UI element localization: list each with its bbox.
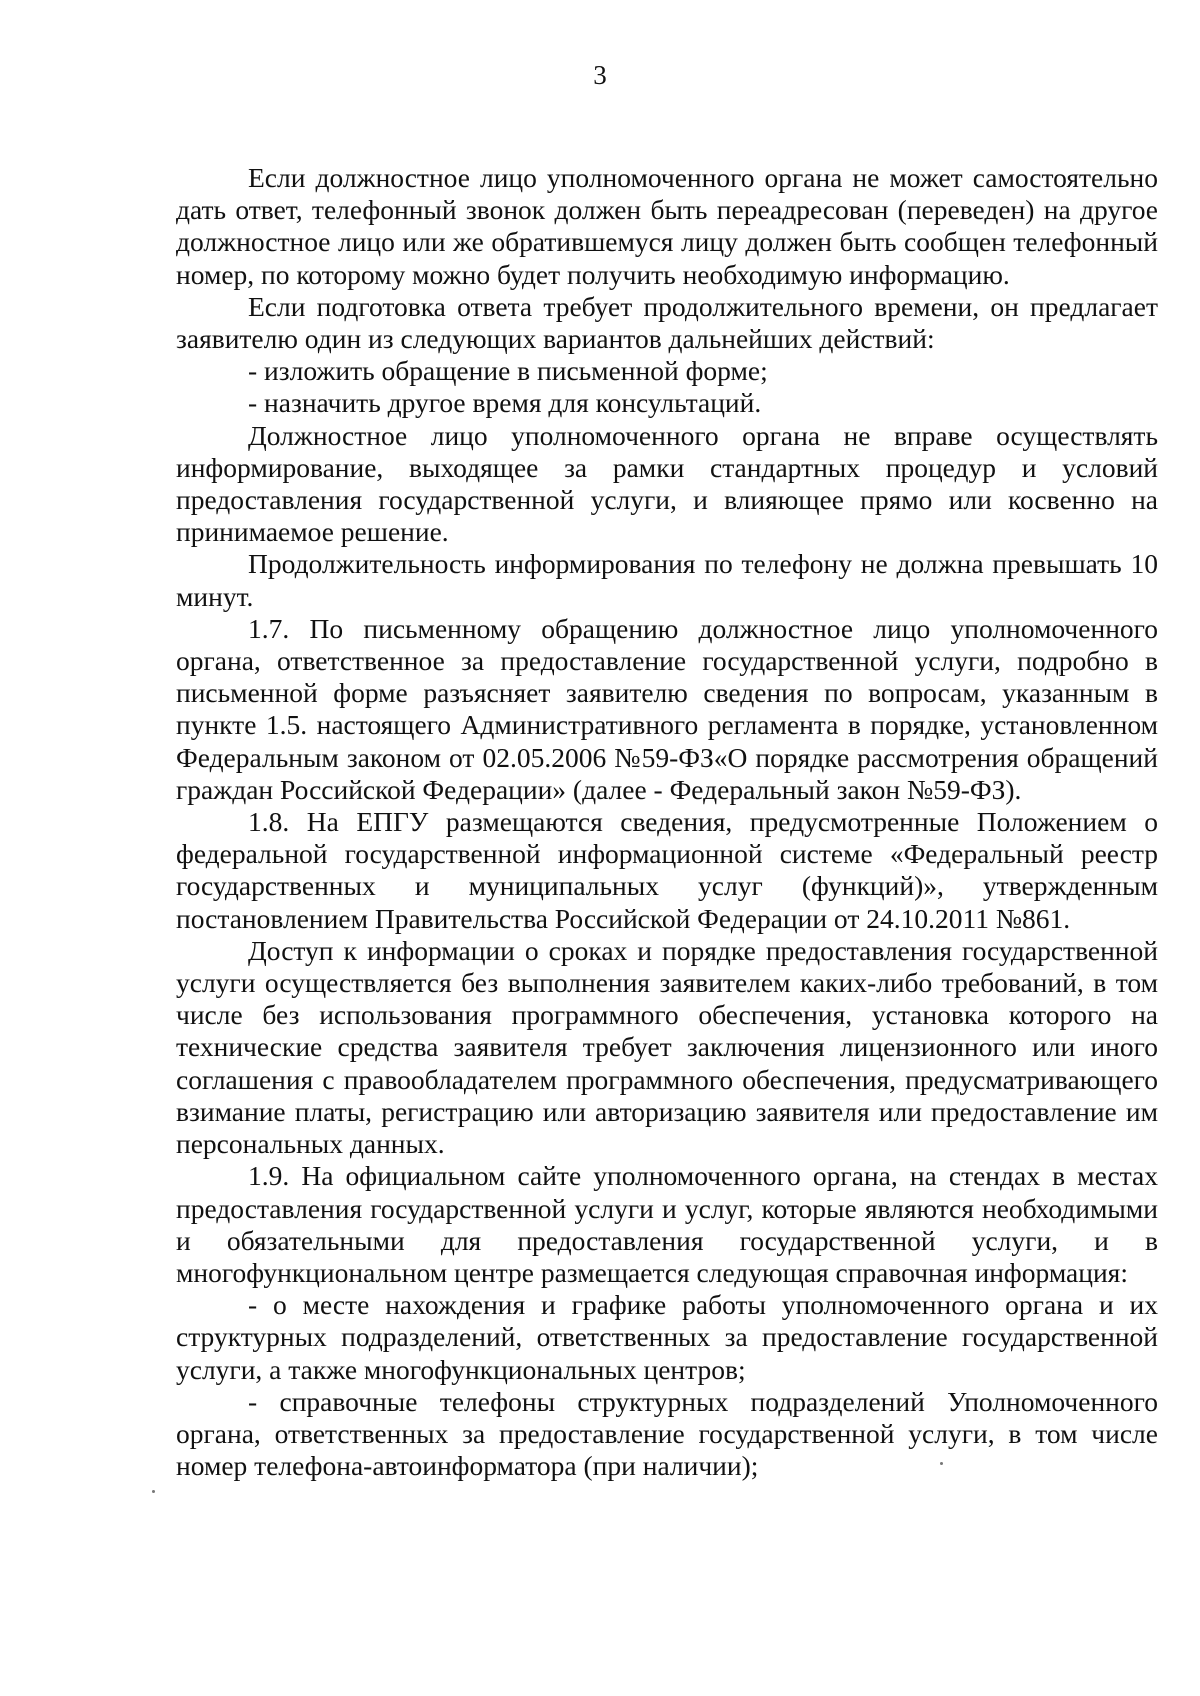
scan-speck [152, 1490, 155, 1493]
list-item-other-time: - назначить другое время для консультаций. [248, 387, 762, 419]
paragraph-call-duration: Продолжительность информирования по телефону не должна превышать 10 минут. [176, 548, 1158, 612]
paragraph-access-to-information: Доступ к информации о сроках и порядке предоставления государственной услуги осуществляется без выполнения заявителем каких-либо требований, в том числе без использования программного обеспечения, установка которого на технические средства заявителя требует заключения лицензионного или иного соглашения с правообладателем программного обеспечения, предусматривающего взимание платы, регистрацию или авторизацию заявителя или предоставление им персональных данных. [176, 934, 1158, 1160]
paragraph-official-restrictions: Должностное лицо уполномоченного органа не вправе осуществлять информирование, выходящее за рамки стандартных процедур и условий предоставления государственной услуги, и влияющее прямо или косвенно на принимаемое решение. [176, 419, 1158, 548]
paragraph-long-preparation: Если подготовка ответа требует продолжительного времени, он предлагает заявителю один из следующих вариантов дальнейших действий: [176, 290, 1158, 355]
paragraph-no-answer-redirect: Если должностное лицо уполномоченного органа не может самостоятельно дать ответ, телефонный звонок должен быть переадресован (переведен) на другое должностное лицо или же обратившемуся лицу должен быть сообщен телефонный номер, по которому можно будет получить необходимую информацию. [176, 162, 1158, 290]
list-item-written-form: - изложить обращение в письменной форме; [248, 355, 768, 387]
paragraph-section-1-7: 1.7. По письменному обращению должностное лицо уполномоченного органа, ответственное за предоставление государственной услуги, подробно в письменной форме разъясняет заявителю сведения по вопросам, указанным в пункте 1.5. настоящего Административного регламента в порядке, установленном Федеральным законом от 02.05.2006 №59-ФЗ«О порядке рассмотрения обращений граждан Российской Федерации» (далее - Федеральный закон №59-ФЗ). [176, 612, 1158, 805]
document-body [176, 162, 1158, 1482]
list-item-reference-phones: - справочные телефоны структурных подразделений Уполномоченного органа, ответственных за предоставление государственной услуги, в том числе номер телефона-автоинформатора (при наличии); [176, 1385, 1158, 1482]
paragraph-section-1-9: 1.9. На официальном сайте уполномоченного органа, на стендах в местах предоставления государственной услуги и услуг, которые являются необходимыми и обязательными для предоставления государственной услуги, и в многофункциональном центре размещается следующая справочная информация: [176, 1160, 1158, 1288]
paragraph-section-1-8: 1.8. На ЕПГУ размещаются сведения, предусмотренные Положением о федеральной государственной информационной системе «Федеральный реестр государственных и муниципальных услуг (функций)», утвержденным постановлением Правительства Российской Федерации от 24.10.2011 №861. [176, 806, 1158, 934]
page-number: 3 [593, 60, 607, 90]
list-item-location-schedule: - о месте нахождения и графике работы уполномоченного органа и их структурных подразделений, ответственных за предоставление государственной услуги, а также многофункциональных центров; [176, 1289, 1158, 1385]
scan-speck [940, 1462, 943, 1465]
